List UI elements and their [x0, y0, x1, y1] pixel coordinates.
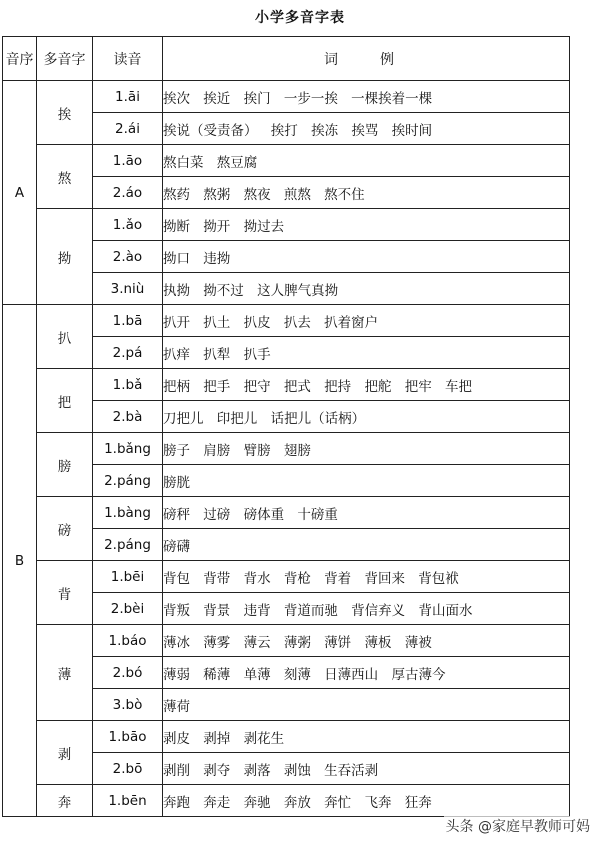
reading-pinyin: 1.bēn — [93, 785, 163, 817]
reading-pinyin: 1.bāo — [93, 721, 163, 753]
table-body — [3, 81, 570, 817]
table-row — [3, 625, 570, 657]
category-letter: A — [3, 81, 37, 305]
polyphonic-char: 熬 — [37, 145, 93, 209]
reading-pinyin: 2.bó — [93, 657, 163, 689]
reading-pinyin: 2.páng — [93, 465, 163, 497]
example-words: 奔跑 奔走 奔驰 奔放 奔忙 飞奔 狂奔 — [163, 785, 570, 817]
reading-pinyin: 1.bàng — [93, 497, 163, 529]
polyphonic-char: 把 — [37, 369, 93, 433]
reading-pinyin: 1.āo — [93, 145, 163, 177]
header-reading: 读音 — [93, 37, 163, 81]
example-words: 背包 背带 背水 背枪 背着 背回来 背包袱 — [163, 561, 570, 593]
reading-pinyin: 2.ào — [93, 241, 163, 273]
example-words: 刀把儿 印把儿 话把儿（话柄） — [163, 401, 570, 433]
reading-pinyin: 3.niù — [93, 273, 163, 305]
reading-pinyin: 1.báo — [93, 625, 163, 657]
polyphonic-char: 奔 — [37, 785, 93, 817]
example-words: 薄冰 薄雾 薄云 薄粥 薄饼 薄板 薄被 — [163, 625, 570, 657]
example-words: 磅秤 过磅 磅体重 十磅重 — [163, 497, 570, 529]
reading-pinyin: 1.ǎo — [93, 209, 163, 241]
example-words: 磅礴 — [163, 529, 570, 561]
polyphonic-char: 膀 — [37, 433, 93, 497]
reading-pinyin: 2.pá — [93, 337, 163, 369]
reading-pinyin: 1.bǎng — [93, 433, 163, 465]
example-words: 剥皮 剥掉 剥花生 — [163, 721, 570, 753]
category-letter: B — [3, 305, 37, 817]
polyphonic-char: 剥 — [37, 721, 93, 785]
table-row — [3, 497, 570, 529]
reading-pinyin: 2.bà — [93, 401, 163, 433]
header-examples: 词 例 — [163, 37, 570, 81]
header-char: 多音字 — [37, 37, 93, 81]
polyphonic-char: 挨 — [37, 81, 93, 145]
header-yinxu: 音序 — [3, 37, 37, 81]
reading-pinyin: 2.bèi — [93, 593, 163, 625]
reading-pinyin: 1.bā — [93, 305, 163, 337]
example-words: 背叛 背景 违背 背道而驰 背信弃义 背山面水 — [163, 593, 570, 625]
table-row — [3, 145, 570, 177]
reading-pinyin: 1.bǎ — [93, 369, 163, 401]
example-words: 薄弱 稀薄 单薄 刻薄 日薄西山 厚古薄今 — [163, 657, 570, 689]
reading-pinyin: 1.bēi — [93, 561, 163, 593]
example-words: 挨说（受责备） 挨打 挨冻 挨骂 挨时间 — [163, 113, 570, 145]
example-words: 膀胱 — [163, 465, 570, 497]
table-row — [3, 561, 570, 593]
reading-pinyin: 2.bō — [93, 753, 163, 785]
watermark: 头条 @家庭早教师可妈 — [444, 816, 592, 836]
example-words: 熬药 熬粥 熬夜 煎熬 熬不住 — [163, 177, 570, 209]
table-row — [3, 433, 570, 465]
table-row — [3, 81, 570, 113]
page-title: 小学多音字表 — [255, 10, 345, 26]
example-words: 薄荷 — [163, 689, 570, 721]
polyphonic-table — [2, 36, 570, 817]
example-words: 拗口 违拗 — [163, 241, 570, 273]
polyphonic-char: 拗 — [37, 209, 93, 305]
table-row — [3, 785, 570, 817]
example-words: 膀子 肩膀 臂膀 翅膀 — [163, 433, 570, 465]
table-row — [3, 721, 570, 753]
example-words: 挨次 挨近 挨门 一步一挨 一棵挨着一棵 — [163, 81, 570, 113]
example-words: 熬白菜 熬豆腐 — [163, 145, 570, 177]
table-row — [3, 369, 570, 401]
example-words: 扒痒 扒犁 扒手 — [163, 337, 570, 369]
reading-pinyin: 2.áo — [93, 177, 163, 209]
reading-pinyin: 2.páng — [93, 529, 163, 561]
example-words: 拗断 拗开 拗过去 — [163, 209, 570, 241]
header-row — [3, 37, 570, 81]
reading-pinyin: 3.bò — [93, 689, 163, 721]
polyphonic-char: 扒 — [37, 305, 93, 369]
polyphonic-char: 磅 — [37, 497, 93, 561]
reading-pinyin: 2.ái — [93, 113, 163, 145]
reading-pinyin: 1.āi — [93, 81, 163, 113]
table-row — [3, 305, 570, 337]
polyphonic-char: 背 — [37, 561, 93, 625]
table-row — [3, 209, 570, 241]
example-words: 执拗 拗不过 这人脾气真拗 — [163, 273, 570, 305]
polyphonic-char: 薄 — [37, 625, 93, 721]
example-words: 剥削 剥夺 剥落 剥蚀 生吞活剥 — [163, 753, 570, 785]
example-words: 把柄 把手 把守 把式 把持 把舵 把牢 车把 — [163, 369, 570, 401]
example-words: 扒开 扒土 扒皮 扒去 扒着窗户 — [163, 305, 570, 337]
